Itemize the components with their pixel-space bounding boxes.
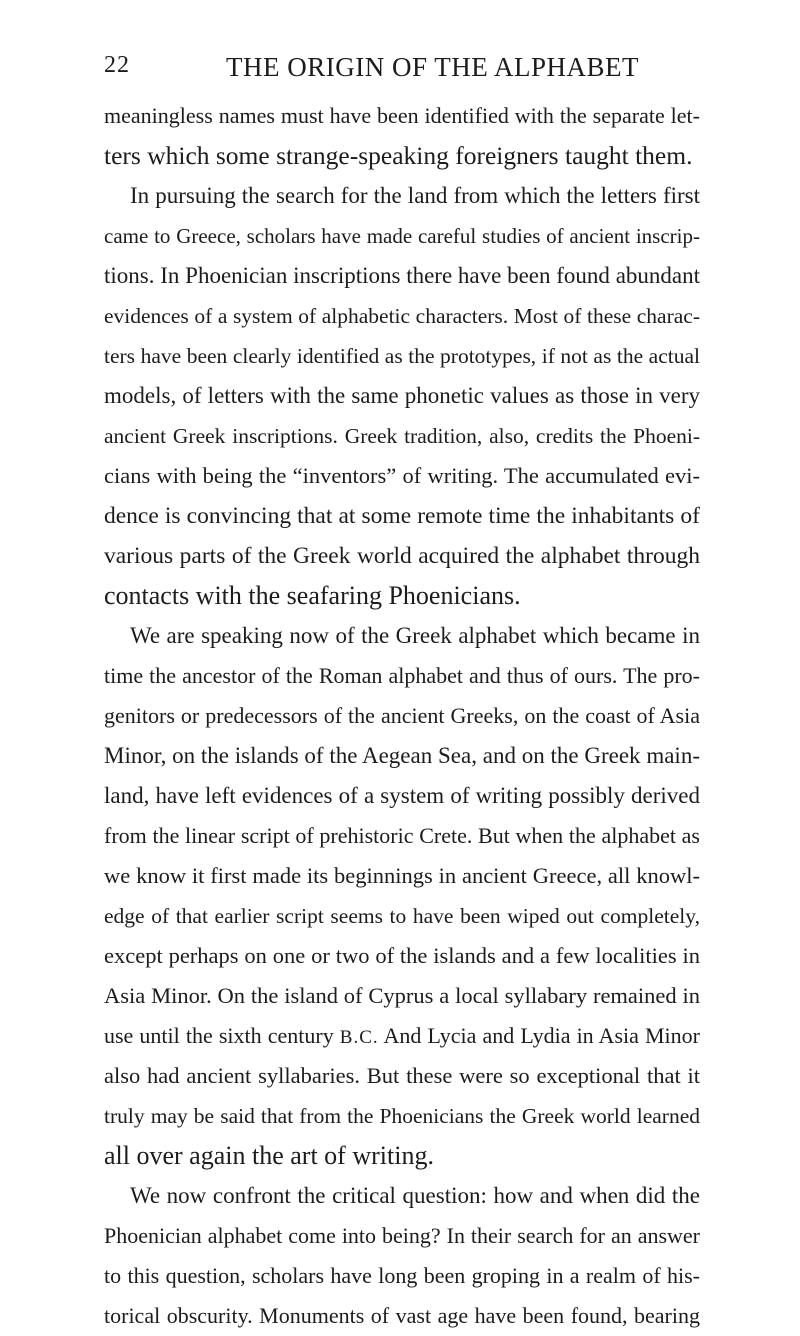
line-text: contacts with the seafaring Phoenicians. [104, 581, 521, 610]
text-line [104, 216, 700, 256]
line-text: came to Greece, scholars have made careful studies of ancient inscrip- [104, 224, 700, 248]
text-line [104, 96, 700, 136]
text-line [104, 416, 700, 456]
text-line [104, 1176, 700, 1216]
line-text-continuation: And Lycia and Lydia in Asia Minor [378, 1023, 700, 1048]
line-text: various parts of the Greek world acquired the alphabet through [104, 543, 700, 569]
text-line [104, 1136, 700, 1176]
text-line [104, 1016, 700, 1056]
text-line [104, 776, 700, 816]
text-line [104, 1256, 700, 1296]
line-text: time the ancestor of the Roman alphabet and thus of ours. The pro- [104, 663, 700, 688]
line-text: In pursuing the search for the land from which the letters first [130, 183, 700, 208]
line-text: torical obscurity. Monuments of vast age have been found, bearing [104, 1303, 700, 1328]
line-text: Minor, on the islands of the Aegean Sea, and on the Greek main- [104, 743, 700, 768]
text-line [104, 296, 700, 336]
text-line [104, 256, 700, 296]
text-line [104, 976, 700, 1016]
text-line [104, 496, 700, 536]
text-line [104, 1296, 700, 1336]
line-text: edge of that earlier script seems to have been wiped out completely, [104, 904, 700, 928]
line-text: We are speaking now of the Greek alphabet which became in [130, 623, 700, 648]
text-line [104, 336, 700, 376]
line-text: meaningless names must have been identified with the separate let- [104, 103, 700, 128]
line-text: genitors or predecessors of the ancient Greeks, on the coast of Asia [104, 703, 700, 728]
line-text: Phoenician alphabet come into being? In their search for an answer [104, 1223, 700, 1248]
text-line [104, 176, 700, 216]
text-line [104, 376, 700, 416]
line-text: also had ancient syllabaries. But these were so exceptional that it [104, 1063, 700, 1088]
line-text: ancient Greek inscriptions. Greek tradition, also, credits the Phoeni- [104, 424, 700, 448]
text-line [104, 656, 700, 696]
text-line [104, 856, 700, 896]
line-text: to this question, scholars have long been groping in a realm of his- [104, 1263, 700, 1288]
line-text: We now confront the critical question: how and when did the [130, 1183, 700, 1208]
line-text: use until the sixth century [104, 1023, 340, 1048]
text-line [104, 1216, 700, 1256]
line-text: we know it first made its beginnings in ancient Greece, all knowl- [104, 863, 700, 888]
small-caps-abbreviation: B.C. [339, 1027, 379, 1048]
line-text: Asia Minor. On the island of Cyprus a local syllabary remained in [104, 983, 700, 1008]
line-text: land, have left evidences of a system of writing possibly derived [104, 783, 700, 808]
text-line [104, 696, 700, 736]
line-text: dence is convincing that at some remote time the inhabitants of [104, 503, 700, 529]
line-text: truly may be said that from the Phoenicians the Greek world learned [104, 1104, 700, 1128]
text-line [104, 736, 700, 776]
text-line [104, 536, 700, 576]
text-line [104, 936, 700, 976]
body-text [104, 96, 700, 1336]
running-head [104, 52, 700, 88]
text-line [104, 576, 700, 616]
text-line [104, 1056, 700, 1096]
line-text: ters which some strange-speaking foreigners taught them. [104, 141, 693, 170]
line-text: except perhaps on one or two of the islands and a few localities in [104, 943, 700, 968]
text-line [104, 456, 700, 496]
page-number: 22 [104, 52, 130, 78]
line-text: models, of letters with the same phonetic values as those in very [104, 383, 700, 408]
text-line [104, 816, 700, 856]
line-text: from the linear script of prehistoric Crete. But when the alphabet as [104, 823, 700, 848]
line-text: tions. In Phoenician inscriptions there have been found abundant [104, 263, 700, 288]
line-text: evidences of a system of alphabetic characters. Most of these charac- [104, 304, 700, 328]
running-title: THE ORIGIN OF THE ALPHABET [226, 52, 639, 82]
text-line [104, 1096, 700, 1136]
text-line [104, 896, 700, 936]
line-text: all over again the art of writing. [104, 1141, 434, 1170]
text-line [104, 136, 700, 176]
line-text: ters have been clearly identified as the prototypes, if not as the actual [104, 344, 700, 368]
line-text: cians with being the “inventors” of writing. The accumulated evi- [104, 463, 700, 488]
text-line [104, 616, 700, 656]
